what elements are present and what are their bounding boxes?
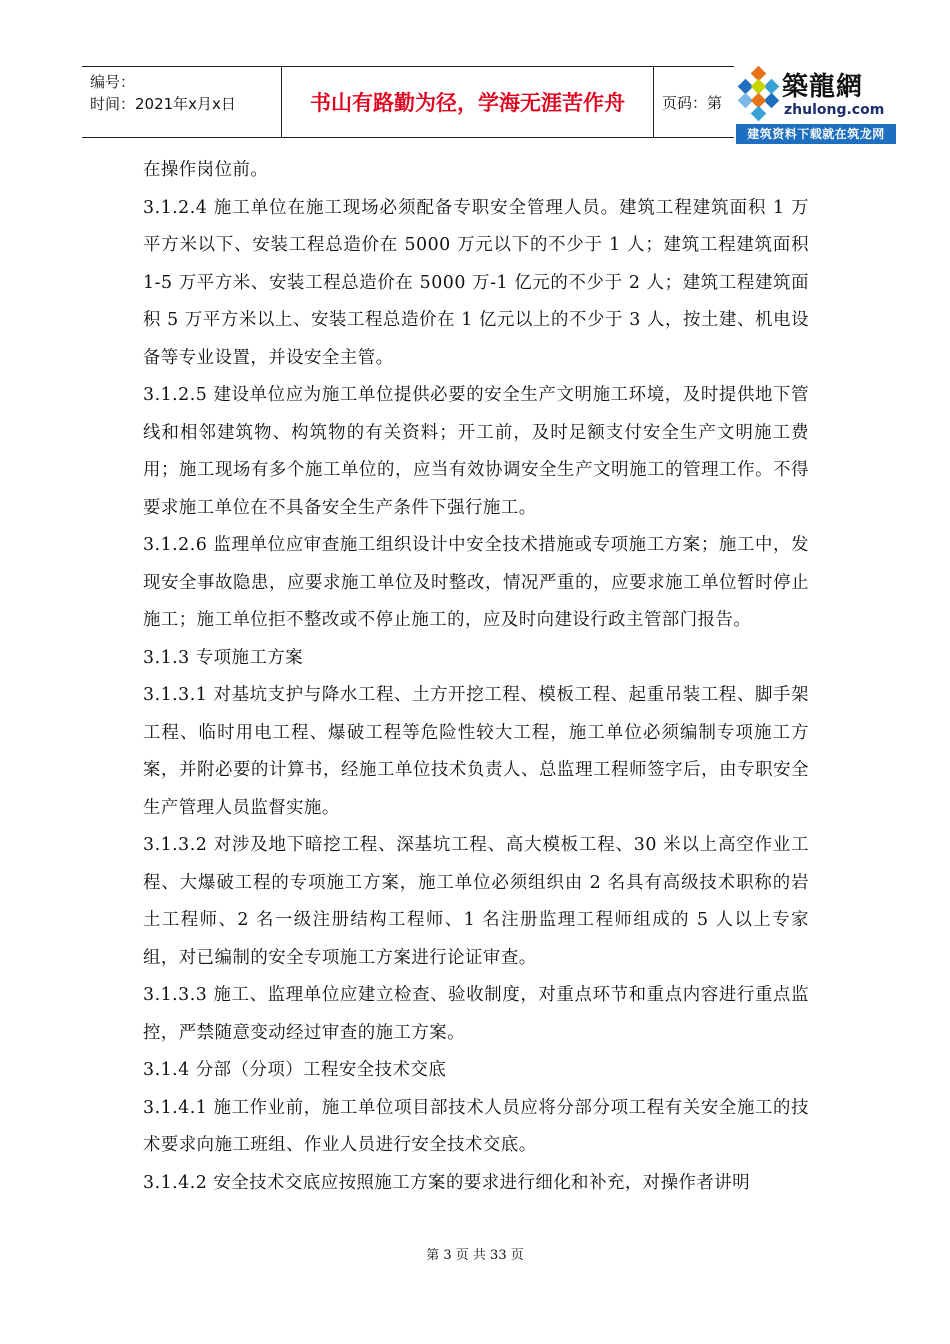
document-body bbox=[143, 152, 809, 1202]
paragraph: 3.1.2.5 建设单位应为施工单位提供必要的安全生产文明施工环境，及时提供地下管线和相邻建筑物、构筑物的有关资料；开工前，及时足额支付安全生产文明施工费用；施工现场有多个施工单位的，应当有效协调安全生产文明施工的管理工作。不得要求施工单位在不具备安全生产条件下强行施工。 bbox=[143, 385, 809, 518]
snowflake-logo-icon bbox=[736, 66, 782, 122]
paragraph: 3.1.3.3 施工、监理单位应建立检查、验收制度，对重点环节和重点内容进行重点监控，严禁随意变动经过审查的施工方案。 bbox=[143, 985, 809, 1043]
paragraph: 3.1.4.2 安全技术交底应按照施工方案的要求进行细化和补充，对操作者讲明 bbox=[143, 1172, 751, 1193]
paragraph: 在操作岗位前。 bbox=[143, 160, 269, 180]
paragraph: 3.1.2.4 施工单位在施工现场必须配备专职安全管理人员。建筑工程建筑面积 1 万平方米以下、安装工程总造价在 5000 万元以下的不少于 1 人；建筑工程建筑面积 1-5 万平方米、安装工程总造价在 5000 万-1 亿元的不少于 2 人；建筑工程建筑面积 5 万平方米以上、安装工程总造价在 1 亿元以上的不少于 3 人，按土建、机电设备等专业设置，并设安全主管。 bbox=[143, 197, 809, 368]
logo-slogan: 建筑资料下载就在筑龙网 bbox=[736, 124, 896, 144]
section-heading: 3.1.3 专项施工方案 bbox=[143, 647, 304, 668]
header-page-label: 页码：第 bbox=[662, 93, 723, 112]
document-date: 时间：2021年x月x日 bbox=[90, 95, 236, 113]
zhulong-logo bbox=[734, 64, 896, 146]
logo-domain: zhulong.com bbox=[784, 102, 885, 118]
document-number-label: 编号： bbox=[90, 73, 136, 91]
header-meta bbox=[82, 67, 282, 137]
page-footer: 第 3 页 共 33 页 bbox=[426, 1248, 524, 1263]
section-heading: 3.1.4 分部（分项）工程安全技术交底 bbox=[143, 1060, 447, 1080]
paragraph: 3.1.4.1 施工作业前，施工单位项目部技术人员应将分部分项工程有关安全施工的技术要求向施工班组、作业人员进行安全技术交底。 bbox=[143, 1097, 809, 1155]
paragraph: 3.1.2.6 监理单位应审查施工组织设计中安全技术措施或专项施工方案；施工中，发现安全事故隐患，应要求施工单位及时整改，情况严重的，应要求施工单位暂时停止施工；施工单位拒不整改或不停止施工的，应及时向建设行政主管部门报告。 bbox=[143, 535, 809, 630]
logo-chinese-name: 築龍網 bbox=[782, 72, 864, 102]
paragraph: 3.1.3.1 对基坑支护与降水工程、土方开挖工程、模板工程、起重吊装工程、脚手架工程、临时用电工程、爆破工程等危险性较大工程，施工单位必须编制专项施工方案，并附必要的计算书，经施工单位技术负责人、总监理工程师签字后，由专职安全生产管理人员监督实施。 bbox=[143, 685, 809, 818]
paragraph: 3.1.3.2 对涉及地下暗挖工程、深基坑工程、高大模板工程、30 米以上高空作业工程、大爆破工程的专项施工方案，施工单位必须组织由 2 名具有高级技术职称的岩土工程师、2 名一级注册结构工程师、1 名注册监理工程师组成的 5 人以上专家组，对已编制的安全专项施工方案进行论证审查。 bbox=[143, 835, 809, 968]
header-motto: 书山有路勤为径，学海无涯苦作舟 bbox=[282, 67, 654, 137]
